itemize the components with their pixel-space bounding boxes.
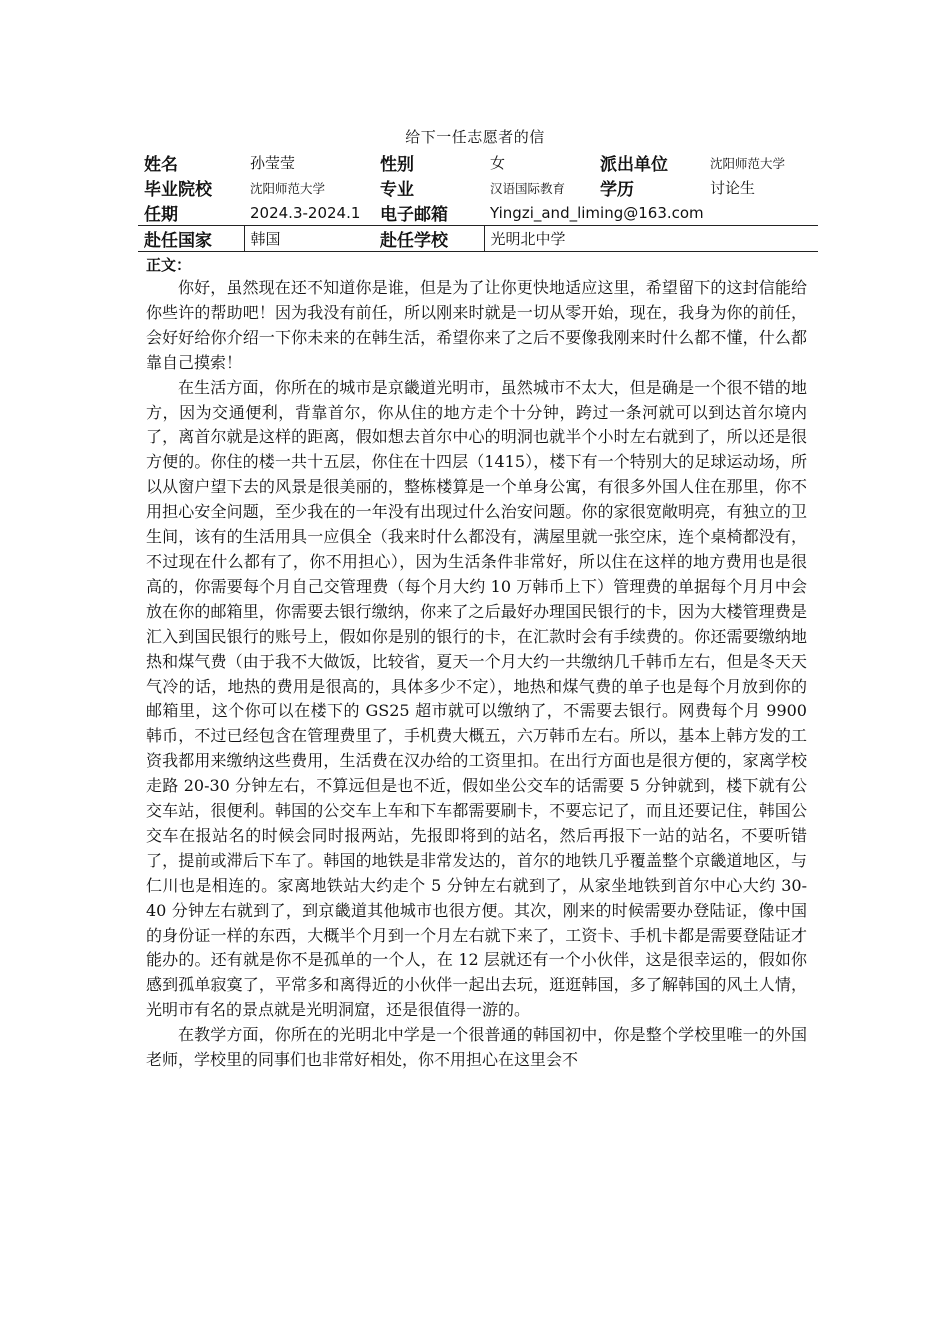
school-label: 毕业院校 [144, 180, 212, 200]
email-value: Yingzi_and_liming@163.com [484, 200, 818, 226]
unit-label: 派出单位 [600, 155, 668, 175]
school-value: 沈阳师范大学 [250, 180, 326, 196]
gender-value: 女 [490, 154, 506, 172]
degree-label: 学历 [600, 180, 634, 200]
paragraph: 在生活方面，你所在的城市是京畿道光明市，虽然城市不太大，但是确是一个很不错的地方，因为交通便利，背靠首尔，你从住的地方走个十分钟，跨过一条河就可以到达首尔境内了，离首尔就是这样的距离，假如想去首尔中心的明洞也就半个小时左右就到了，所以还是很方便的。你住的楼一共十五层，你住在十四层（1415），楼下有一个特别大的足球运动场，所以从窗户望下去的风景是很美丽的，整栋楼算是一个单身公寓，有很多外国人住在那里，你不用担心安全问题，至少我在的一年没有出现过什么治安问题。你的家很宽敞明亮，有独立的卫生间，该有的生活用具一应俱全（我来时什么都没有，满屋里就一张空床，连个桌椅都没有，不过现在什么都有了，你不用担心），因为生活条件非常好，所以住在这样的地方费用也是很高的，你需要每个月自己交管理费（每个月大约 10 万韩币上下）管理费的单据每个月月中会放在你的邮箱里，你需要去银行缴纳，你来了之后最好办理国民银行的卡，因为大楼管理费是汇入到国民银行的账号上，假如你是别的银行的卡，在汇款时会有手续费的。你还需要缴纳地热和煤气费（由于我不大做饭，比较省，夏天一个月大约一共缴纳几千韩币左右，但是冬天天气冷的话，地热的费用是很高的，具体多少不定），地热和煤气费的单子也是每个月放到你的邮箱里，这个你可以在楼下的 GS25 超市就可以缴纳了，不需要去银行。网费每个月 9900 韩币，不过已经包含在管理费里了，手机费大概五，六万韩币左右。所以，基本上韩方发的工资我都用来缴纳这些费用，生活费在汉办给的工资里扣。在出行方面也是很方便的，家离学校走路 20-30 分钟左右，不算远但是也不近，假如坐公交车的话需要 5 分钟就到，楼下就有公交车站，很便利。韩国的公交车上车和下车都需要刷卡，不要忘记了，而且还要记住，韩国公交车在报站名的时候会同时报两站，先报即将到的站名，然后再报下一站的站名，不要听错了，提前或滞后下车了。韩国的地铁是非常发达的，首尔的地铁几乎覆盖整个京畿道地区，与仁川也是相连的。家离地铁站大约走个 5 分钟左右就到了，从家坐地铁到首尔中心大约 30-40 分钟左右就到了，到京畿道其他城市也很方便。其次，刚来的时候需要办登陆证，像中国的身份证一样的东西，大概半个月到一个月左右就下来了，工资卡、手机卡都是需要登陆证才能办的。还有就是你不是孤单的一个人，在 12 层就还有一个小伙伴，这是很幸运的，假如你感到孤单寂寞了，平常多和离得近的小伙伴一起出去玩，逛逛韩国，多了解韩国的风土人情，光明市有名的景点就是光明洞窟，还是很值得一游的。 [146, 377, 807, 1020]
info-row [138, 150, 818, 175]
info-row [138, 226, 818, 252]
gender-label: 性别 [380, 155, 414, 175]
letter-body [146, 276, 807, 1073]
country-value: 韩国 [244, 226, 374, 252]
paragraph: 你好，虽然现在还不知道你是谁，但是为了让你更快地适应这里，希望留下的这封信能给你些许的帮助吧！因为我没有前任，所以刚来时就是一切从零开始，现在，我身为你的前任，会好好给你介绍一下你未来的在韩生活，希望你来了之后不要像我刚来时什么都不懂，什么都靠自己摸索！ [146, 278, 807, 372]
degree-value: 讨论生 [710, 179, 756, 197]
email-label: 电子邮箱 [374, 200, 484, 226]
letter-title: 给下一任志愿者的信 [405, 128, 545, 146]
post-school-value: 光明北中学 [484, 226, 818, 252]
info-row [138, 175, 818, 200]
info-row [138, 200, 818, 226]
paragraph: 在教学方面，你所在的光明北中学是一个很普通的韩国初中，你是整个学校里唯一的外国老师，学校里的同事们也非常好相处，你不用担心在这里会不 [146, 1025, 807, 1070]
volunteer-info-table [138, 150, 818, 252]
name-label: 姓名 [144, 155, 178, 175]
major-label: 专业 [380, 180, 414, 200]
unit-value: 沈阳师范大学 [710, 155, 786, 171]
post-school-label: 赴任学校 [374, 226, 484, 252]
term-value: 2024.3-2024.1 [244, 200, 374, 226]
name-value: 孙莹莹 [250, 154, 296, 172]
term-label: 任期 [138, 200, 244, 226]
major-value: 汉语国际教育 [490, 180, 566, 196]
country-label: 赴任国家 [138, 226, 244, 252]
body-heading: 正文： [146, 256, 192, 274]
